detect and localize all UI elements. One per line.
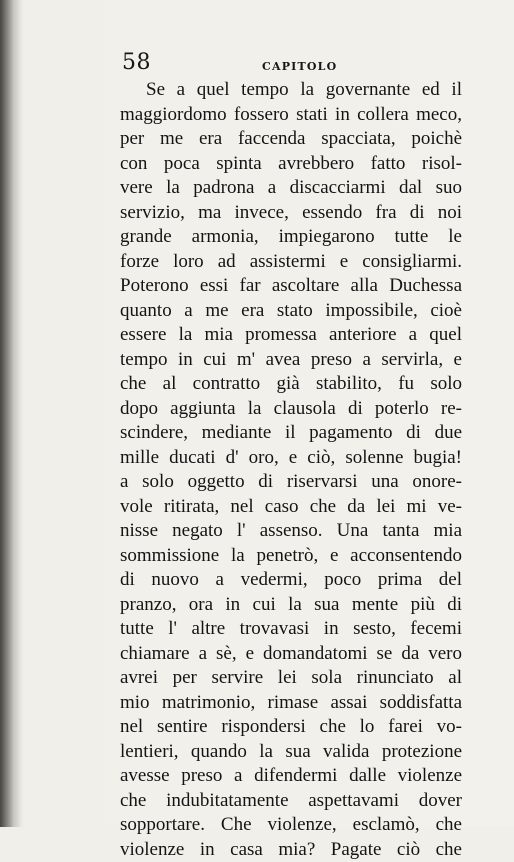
text-line: mille ducati d' oro, e ciò, solenne bugia! — [120, 446, 462, 471]
body-text — [120, 78, 462, 862]
text-line: maggiordomo fossero stati in collera meco, — [120, 103, 462, 128]
text-line: nel sentire rispondersi che lo farei vo- — [120, 715, 462, 740]
text-line: pranzo, ora in cui la sua mente più di — [120, 593, 462, 618]
text-line: sopportare. Che violenze, esclamò, che — [120, 813, 462, 838]
text-line: a solo oggetto di riservarsi una onore- — [120, 470, 462, 495]
text-line: chiamare a sè, e domandatomi se da vero — [120, 642, 462, 667]
text-line: servizio, ma invece, essendo fra di noi — [120, 201, 462, 226]
text-line: quanto a me era stato impossibile, cioè — [120, 299, 462, 324]
text-line: nisse negato l' assenso. Una tanta mia — [120, 519, 462, 544]
text-line: Poterono essi far ascoltare alla Duchessa — [120, 274, 462, 299]
text-line: con poca spinta avrebbero fatto risol- — [120, 152, 462, 177]
text-line: tempo in cui m' avea preso a servirla, e — [120, 348, 462, 373]
text-line: sommissione la penetrò, e acconsentendo — [120, 544, 462, 569]
text-line: violenze in casa mia? Pagate ciò che — [120, 838, 462, 862]
text-line: tutte l' altre trovavasi in sesto, fecemi — [120, 617, 462, 642]
page-number: 58 — [122, 50, 151, 75]
text-line: forze loro ad assistermi e consigliarmi. — [120, 250, 462, 275]
text-line: Se a quel tempo la governante ed il — [120, 78, 462, 103]
text-line: che indubitatamente aspettavami dover — [120, 789, 462, 814]
binding-gutter — [0, 0, 22, 827]
text-line: vere la padrona a discacciarmi dal suo — [120, 176, 462, 201]
text-line: di nuovo a vedermi, poco prima del — [120, 568, 462, 593]
text-line: essere la mia promessa anteriore a quel — [120, 323, 462, 348]
page-header — [122, 50, 462, 80]
text-line: avesse preso a difendermi dalle violenze — [120, 764, 462, 789]
text-line: che al contratto già stabilito, fu solo — [120, 372, 462, 397]
text-line: vole ritirata, nel caso che da lei mi ve- — [120, 495, 462, 520]
text-line: mio matrimonio, rimase assai soddisfatta — [120, 691, 462, 716]
text-line: avrei per servire lei sola rinunciato al — [120, 666, 462, 691]
text-line: grande armonia, impiegarono tutte le — [120, 225, 462, 250]
text-line: scindere, mediante il pagamento di due — [120, 421, 462, 446]
text-line: per me era faccenda spacciata, poichè — [120, 127, 462, 152]
text-line: dopo aggiunta la clausola di poterlo re- — [120, 397, 462, 422]
running-head: CAPITOLO — [262, 60, 337, 73]
text-line: lentieri, quando la sua valida protezione — [120, 740, 462, 765]
